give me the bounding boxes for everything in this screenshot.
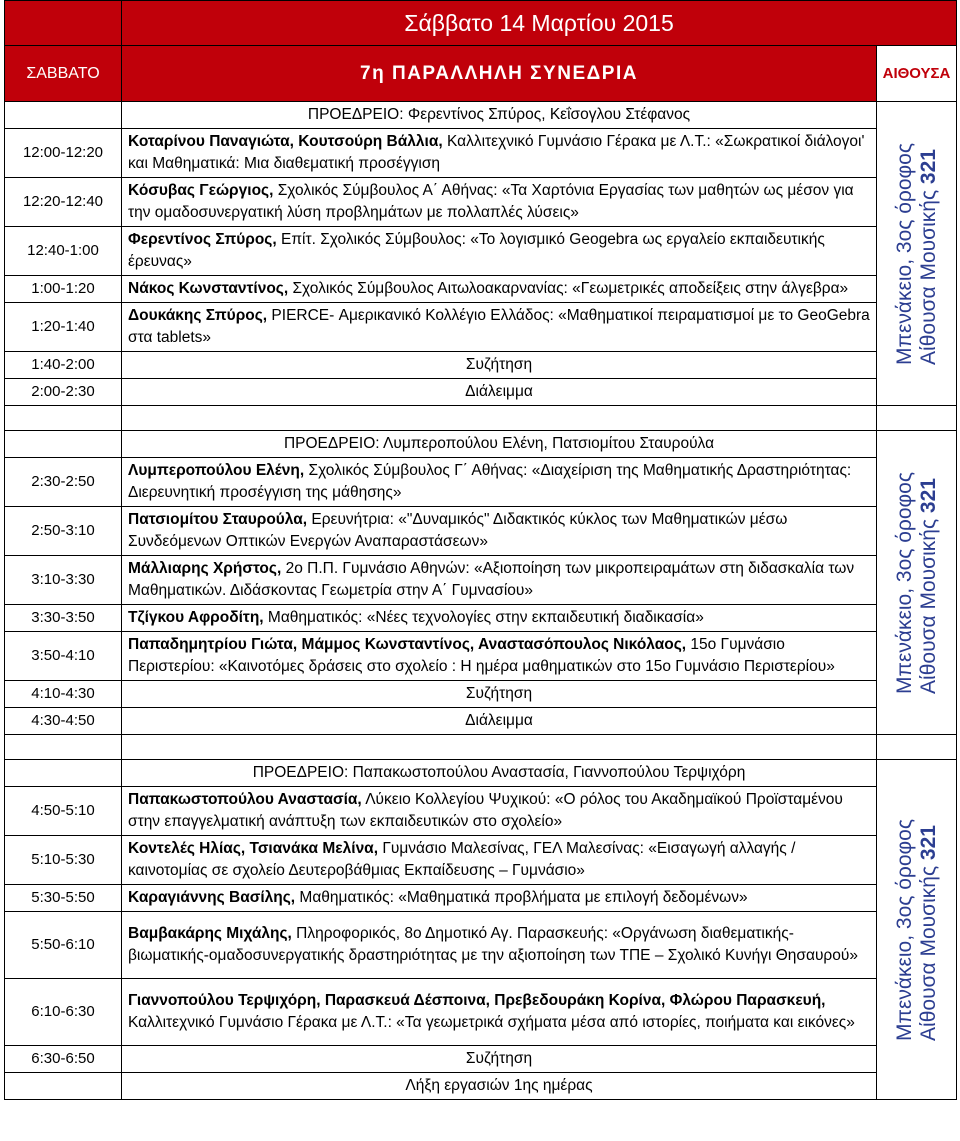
break-row [5, 352, 957, 379]
schedule-table [4, 0, 957, 1100]
spacer-cell [5, 406, 122, 431]
room-location [893, 143, 941, 365]
talk-row [5, 556, 957, 605]
talk-description: Μαθηματικός: «Μαθηματικά προβλήματα με επιλογή δεδομένων» [295, 889, 748, 906]
session-header-row [5, 46, 957, 102]
session-chairs: ΠΡΟΕΔΡΕΙΟ: Παπακωστοπούλου Αναστασία, Γιαννοπούλου Τερψιχόρη [122, 760, 877, 787]
talk-description: Γυμνάσιο Μαλεσίνας, ΓΕΛ Μαλεσίνας: «Εισαγωγή αλλαγής / καινοτομίας σε σχολείο Δευτεροβάθμιας Εκπαίδευσης – Γυμνάσιο» [128, 840, 796, 879]
talk-description: PIERCE- Αμερικανικό Κολλέγιο Ελλάδος: «Μαθηματικοί πειραματισμοί με το GeoGebra στα tablets» [128, 307, 870, 346]
chair-row [5, 102, 957, 129]
time-slot: 12:00-12:20 [5, 129, 122, 178]
room-name-prefix: Αίθουσα Μουσικής [916, 859, 940, 1041]
time-slot: 5:30-5:50 [5, 885, 122, 912]
time-slot: 5:50-6:10 [5, 912, 122, 979]
speaker-names: Παπαδημητρίου Γιώτα, Μάμμος Κωνσταντίνος, Αναστασόπουλος Νικόλαος, [128, 636, 687, 653]
break-row [5, 1073, 957, 1100]
spacer-cell [5, 735, 122, 760]
talk-row [5, 979, 957, 1046]
talk-entry [122, 276, 877, 303]
speaker-names: Γιαννοπούλου Τερψιχόρη, Παρασκευά Δέσποινα, Πρεβεδουράκη Κορίνα, Φλώρου Παρασκευή, [128, 992, 826, 1009]
break-label: Συζήτηση [122, 352, 877, 379]
talk-row [5, 787, 957, 836]
time-slot: 2:30-2:50 [5, 458, 122, 507]
talk-description: 2ο Π.Π. Γυμνάσιο Αθηνών: «Αξιοποίηση των μικροπειραμάτων στη διδασκαλία των Μαθηματικών. Διδάσκοντας Γεωμετρία στην Α΄ Γυμνασίου» [128, 560, 855, 599]
talk-description: Σχολικός Σύμβουλος Γ΄ Αθήνας: «Διαχείριση της Μαθηματικής Δραστηριότητας: Διερευνητική προσέγγιση της μάθησης» [128, 462, 852, 501]
talk-entry [122, 885, 877, 912]
talk-entry [122, 836, 877, 885]
title-row [5, 1, 957, 46]
break-label: Διάλειμμα [122, 708, 877, 735]
talk-description: Ερευνήτρια: «"Δυναμικός" Διδακτικός κύκλος των Μαθηματικών μέσω Συνδεόμενων Οπτικών Ενεργών Αναπαραστάσεων» [128, 511, 788, 550]
time-slot: 5:10-5:30 [5, 836, 122, 885]
session-chairs: ΠΡΟΕΔΡΕΙΟ: Φερεντίνος Σπύρος, Κεΐσογλου Στέφανος [122, 102, 877, 129]
session-chairs: ΠΡΟΕΔΡΕΙΟ: Λυμπεροπούλου Ελένη, Πατσιομίτου Σταυρούλα [122, 431, 877, 458]
speaker-names: Βαμβακάρης Μιχάλης, [128, 925, 292, 942]
time-slot: 2:50-3:10 [5, 507, 122, 556]
talk-row [5, 458, 957, 507]
room-number: 321 [916, 824, 940, 860]
break-label: Συζήτηση [122, 681, 877, 708]
time-slot: 4:10-4:30 [5, 681, 122, 708]
talk-row [5, 885, 957, 912]
time-cell-empty [5, 760, 122, 787]
talk-row [5, 303, 957, 352]
speaker-names: Κοντελές Ηλίας, Τσιανάκα Μελίνα, [128, 840, 379, 857]
talk-row [5, 912, 957, 979]
talk-row [5, 507, 957, 556]
time-cell-empty [5, 102, 122, 129]
break-row [5, 379, 957, 406]
speaker-names: Νάκος Κωνσταντίνος, [128, 280, 289, 297]
break-label: Συζήτηση [122, 1046, 877, 1073]
talk-entry [122, 303, 877, 352]
speaker-names: Κοταρίνου Παναγιώτα, Κουτσούρη Βάλλια, [128, 133, 443, 150]
talk-row [5, 632, 957, 681]
session-title: 7η ΠΑΡΑΛΛΗΛΗ ΣΥΝΕΔΡΙΑ [122, 46, 877, 102]
time-slot: 6:10-6:30 [5, 979, 122, 1046]
room-cell [877, 431, 957, 735]
room-name [917, 819, 941, 1041]
time-slot: 3:50-4:10 [5, 632, 122, 681]
room-name [917, 472, 941, 694]
spacer-cell [877, 735, 957, 760]
talk-row [5, 178, 957, 227]
speaker-names: Φερεντίνος Σπύρος, [128, 231, 277, 248]
talk-row [5, 836, 957, 885]
break-label: Διάλειμμα [122, 379, 877, 406]
chair-row [5, 760, 957, 787]
talk-description: Μαθηματικός: «Νέες τεχνολογίες στην εκπαιδευτική διαδικασία» [263, 609, 704, 626]
time-slot: 3:30-3:50 [5, 605, 122, 632]
day-label: ΣΑΒΒΑΤΟ [5, 46, 122, 102]
talk-description: Σχολικός Σύμβουλος Α΄ Αθήνας: «Τα Χαρτόνια Εργασίας των μαθητών ως μέσον για την ομαδοσυνεργατική λύση προβλημάτων με πολλαπλές λύσεις» [128, 182, 854, 221]
spacer-cell [877, 406, 957, 431]
time-slot: 3:10-3:30 [5, 556, 122, 605]
room-location [893, 819, 941, 1041]
room-cell [877, 102, 957, 406]
talk-row [5, 129, 957, 178]
time-slot: 12:20-12:40 [5, 178, 122, 227]
speaker-names: Τζίγκου Αφροδίτη, [128, 609, 264, 626]
speaker-names: Παπακωστοπούλου Αναστασία, [128, 791, 362, 808]
talk-entry [122, 178, 877, 227]
talk-description: Καλλιτεχνικό Γυμνάσιο Γέρακα με Λ.Τ.: «Σωκρατικοί διάλογοι' και Μαθηματικά: Μια διαθεματική προσέγγιση [128, 133, 865, 172]
spacer-row [5, 735, 957, 760]
room-header: ΑΙΘΟΥΣΑ [877, 46, 957, 102]
break-row [5, 1046, 957, 1073]
speaker-names: Μάλλιαρης Χρήστος, [128, 560, 282, 577]
time-slot: 2:00-2:30 [5, 379, 122, 406]
speaker-names: Πατσιομίτου Σταυρούλα, [128, 511, 308, 528]
time-slot: 1:40-2:00 [5, 352, 122, 379]
room-location [893, 472, 941, 694]
room-number: 321 [916, 148, 940, 184]
time-slot: 1:00-1:20 [5, 276, 122, 303]
room-number: 321 [916, 477, 940, 513]
time-slot: 1:20-1:40 [5, 303, 122, 352]
talk-entry [122, 458, 877, 507]
break-row [5, 681, 957, 708]
talk-row [5, 227, 957, 276]
talk-description: 15ο Γυμνάσιο Περιστερίου: «Καινοτόμες δράσεις στο σχολείο : Η ημέρα μαθηματικών στο 15ο Γυμνάσιο Περιστερίου» [128, 636, 835, 675]
room-name-prefix: Αίθουσα Μουσικής [916, 512, 940, 694]
talk-entry [122, 979, 877, 1046]
time-cell-empty [5, 431, 122, 458]
speaker-names: Λυμπεροπούλου Ελένη, [128, 462, 305, 479]
talk-entry [122, 787, 877, 836]
time-slot: 6:30-6:50 [5, 1046, 122, 1073]
schedule-body [5, 1, 957, 1100]
talk-description: Πληροφορικός, 8ο Δημοτικό Αγ. Παρασκευής: «Οργάνωση διαθεματικής-βιωματικής-ομαδοσυνεργατικής δραστηριότητας με την αξιοποίηση των ΤΠΕ – Σχολικό Κυνήγι Θησαυρού» [128, 925, 858, 964]
speaker-names: Κόσυβας Γεώργιος, [128, 182, 274, 199]
room-building: Μπενάκειο, 3ος όροφος [892, 818, 916, 1041]
talk-description: Σχολικός Σύμβουλος Αιτωλοακαρνανίας: «Γεωμετρικές αποδείξεις στην άλγεβρα» [288, 280, 849, 297]
talk-description: Καλλιτεχνικό Γυμνάσιο Γέρακα με Λ.Τ.: «Τα γεωμετρικά σχήματα μέσα από ιστορίες, ποιήματα και εικόνες» [128, 1014, 855, 1031]
talk-description: Λύκειο Κολλεγίου Ψυχικού: «Ο ρόλος του Ακαδημαϊκού Προϊσταμένου στην επαγγελματική ανάπτυξη των εκπαιδευτικών στο σχολείο» [128, 791, 843, 830]
time-slot: 4:50-5:10 [5, 787, 122, 836]
talk-entry [122, 912, 877, 979]
talk-row [5, 605, 957, 632]
chair-row [5, 431, 957, 458]
room-name [917, 143, 941, 365]
room-building: Μπενάκειο, 3ος όροφος [892, 471, 916, 694]
talk-entry [122, 507, 877, 556]
room-name-prefix: Αίθουσα Μουσικής [916, 183, 940, 365]
spacer-cell [122, 735, 877, 760]
time-slot [5, 1073, 122, 1100]
speaker-names: Καραγιάννης Βασίλης, [128, 889, 296, 906]
talk-description: Επίτ. Σχολικός Σύμβουλος: «Το λογισμικό Geogebra ως εργαλείο εκπαιδευτικής έρευνας» [128, 231, 825, 270]
talk-row [5, 276, 957, 303]
spacer-row [5, 406, 957, 431]
speaker-names: Δουκάκης Σπύρος, [128, 307, 268, 324]
talk-entry [122, 605, 877, 632]
break-row [5, 708, 957, 735]
time-slot: 4:30-4:50 [5, 708, 122, 735]
talk-entry [122, 129, 877, 178]
room-building: Μπενάκειο, 3ος όροφος [892, 142, 916, 365]
break-label: Λήξη εργασιών 1ης ημέρας [122, 1073, 877, 1100]
talk-entry [122, 632, 877, 681]
talk-entry [122, 556, 877, 605]
room-cell [877, 760, 957, 1100]
talk-entry [122, 227, 877, 276]
page-title: Σάββατο 14 Μαρτίου 2015 [122, 1, 957, 46]
spacer-cell [122, 406, 877, 431]
time-slot: 12:40-1:00 [5, 227, 122, 276]
